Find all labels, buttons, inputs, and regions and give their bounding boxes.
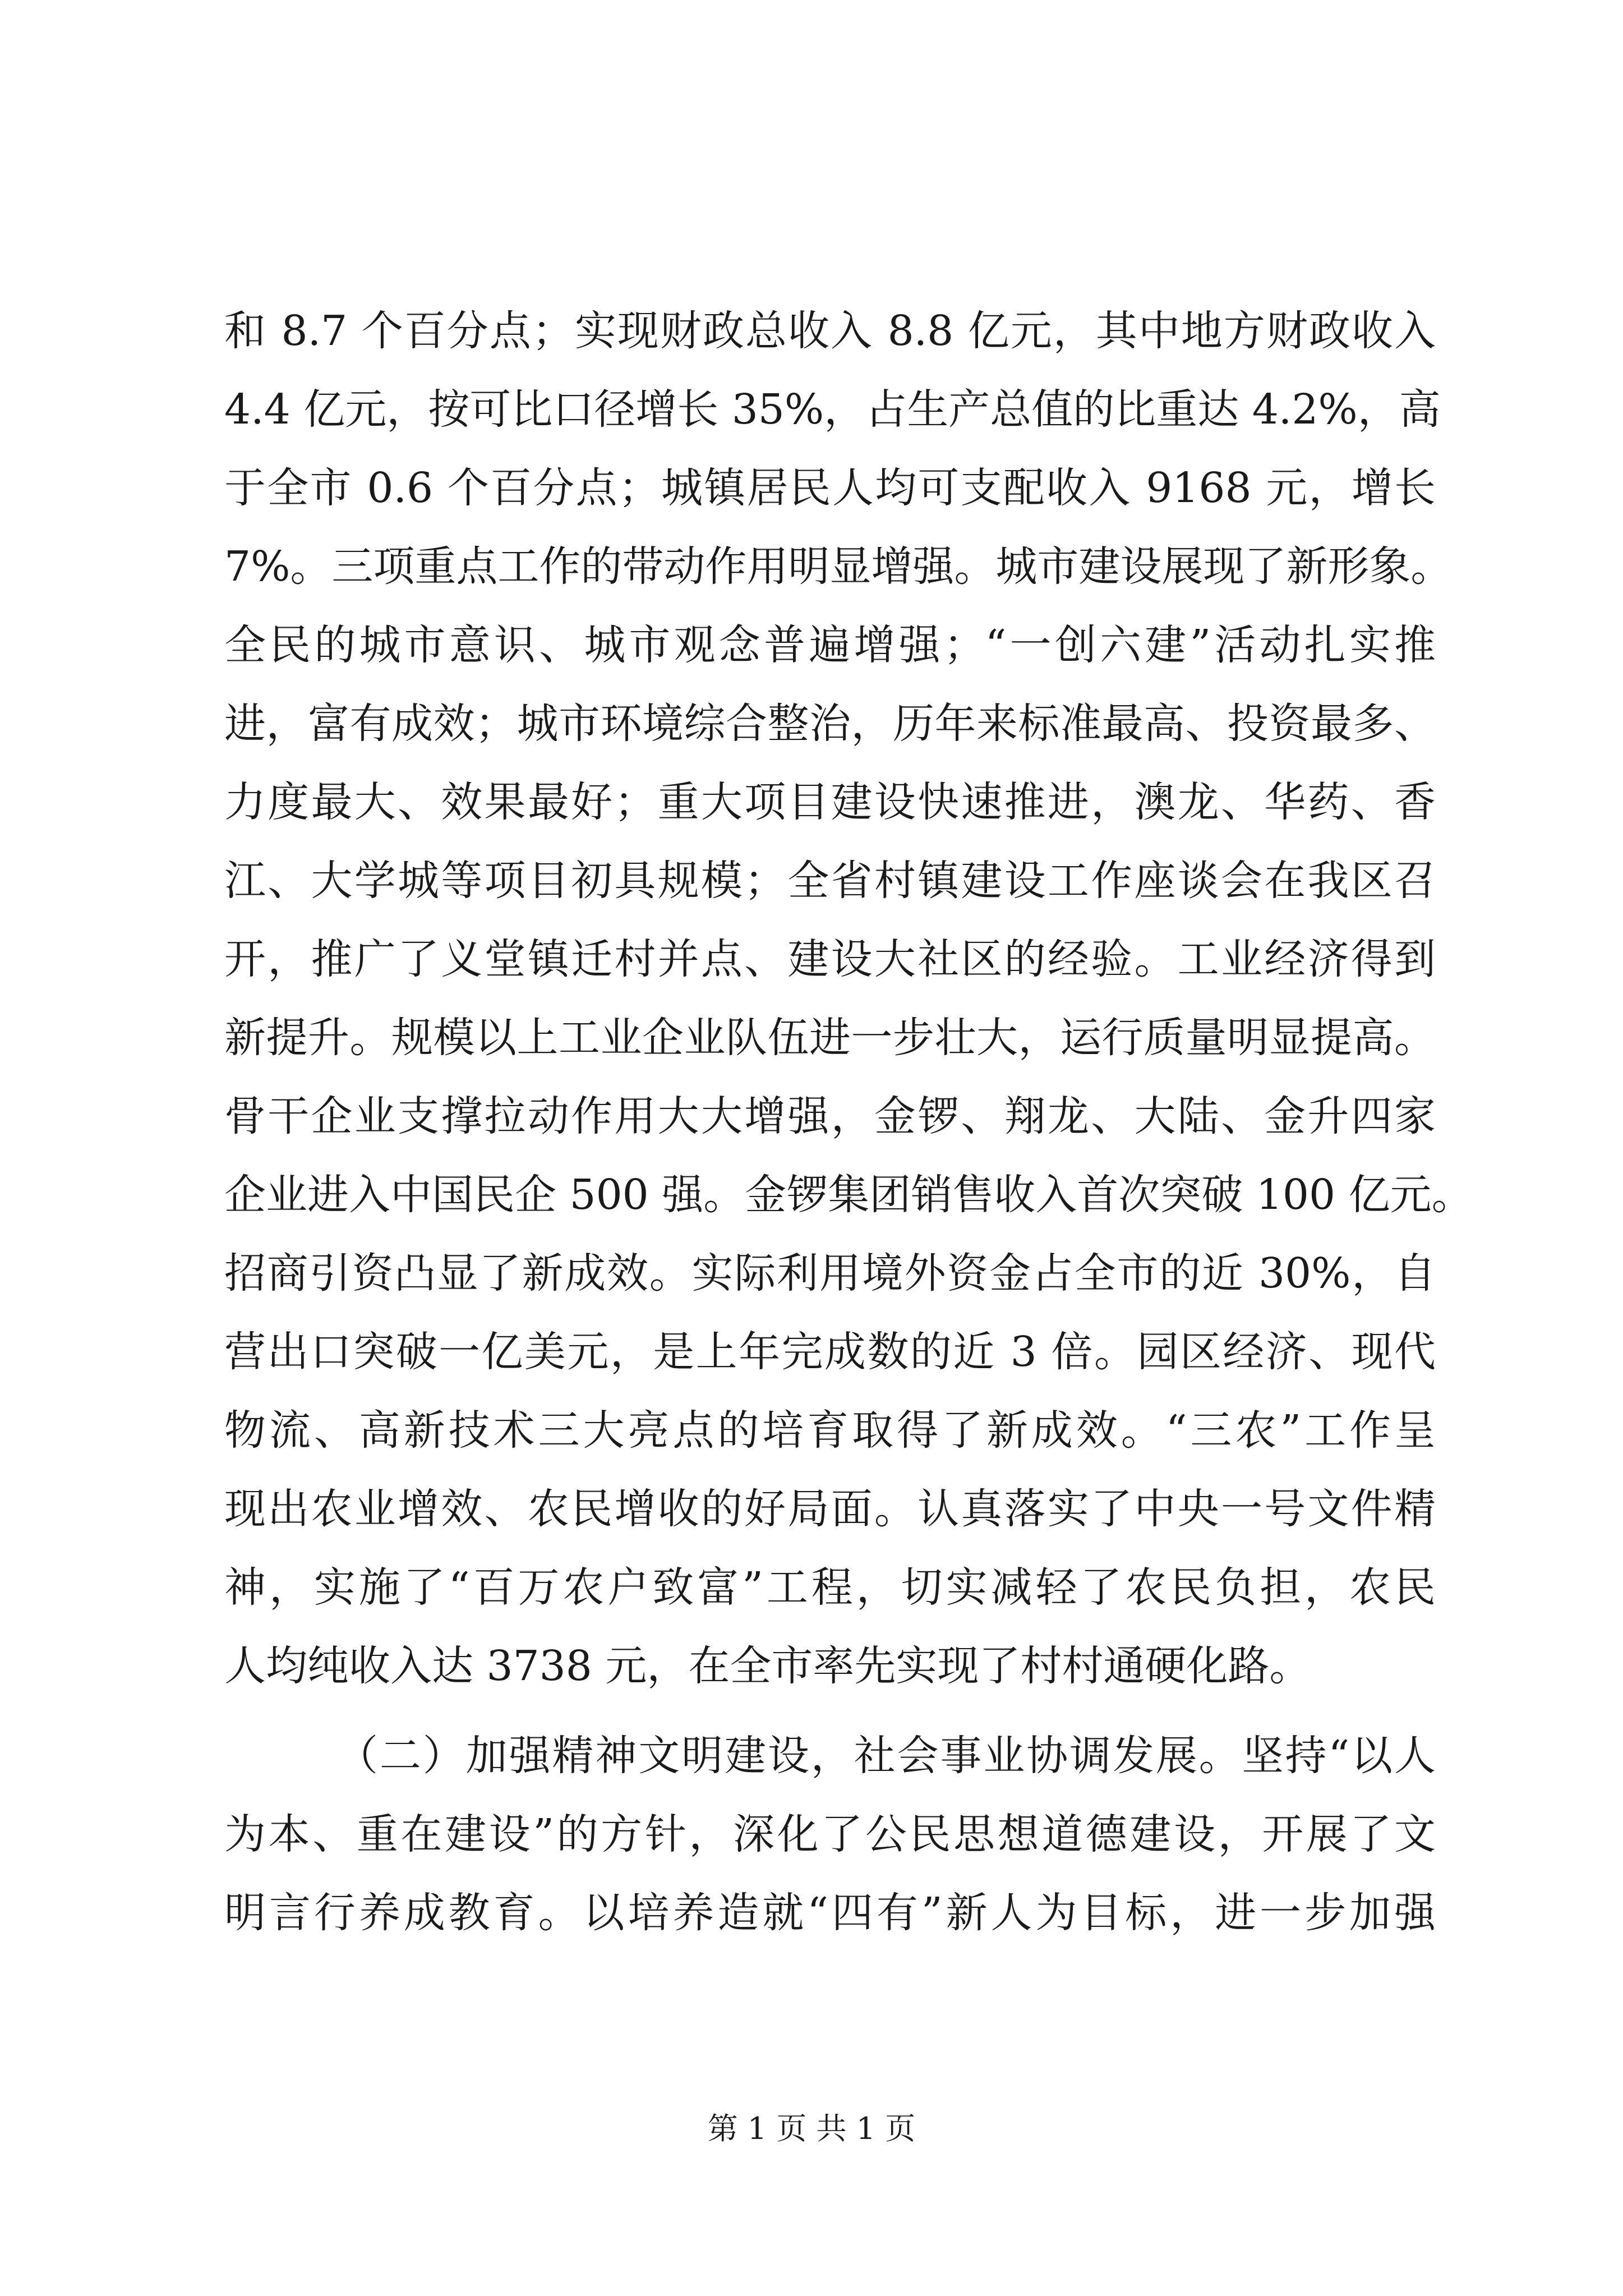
text-line: 全民的城市意识、城市观念普遍增强；“一创六建”活动扎实推 [224,621,1436,669]
text-line: 为本、重在建设”的方针，深化了公民思想道德建设，开展了文 [224,1810,1436,1858]
text-line: 力度最大、效果最好；重大项目建设快速推进，澳龙、华药、香 [224,778,1436,826]
page-footer: 第 1 页 共 1 页 [707,2111,916,2146]
paragraph-start-line: （二）加强精神文明建设，社会事业协调发展。坚持“以人 [336,1732,1436,1780]
text-line: 4.4 亿元，按可比口径增长 35%，占生产总值的比重达 4.2%，高 [224,385,1441,434]
text-line: 7%。三项重点工作的带动作用明显增强。城市建设展现了新形象。 [224,542,1453,591]
text-line: 现出农业增效、农民增收的好局面。认真落实了中央一号文件精 [224,1485,1436,1533]
text-line: 新提升。规模以上工业企业队伍进一步壮大，运行质量明显提高。 [224,1014,1436,1062]
text-line: 江、大学城等项目初具规模；全省村镇建设工作座谈会在我区召 [224,857,1436,905]
text-line: 开，推广了义堂镇迁村并点、建设大社区的经验。工业经济得到 [224,935,1436,983]
text-line: 进，富有成效；城市环境综合整治，历年来标准最高、投资最多、 [224,700,1436,748]
text-line: 于全市 0.6 个百分点；城镇居民人均可支配收入 9168 元，增长 [224,464,1436,512]
text-line: 企业进入中国民企 500 强。金锣集团销售收入首次突破 100 亿元。 [224,1171,1473,1219]
text-line: 营出口突破一亿美元，是上年完成数的近 3 倍。园区经济、现代 [224,1328,1436,1376]
text-line: 明言行养成教育。以培养造就“四有”新人为目标，进一步加强 [224,1889,1436,1937]
text-line: 招商引资凸显了新成效。实际利用境外资金占全市的近 30%，自 [224,1249,1436,1297]
text-line: 物流、高新技术三大亮点的培育取得了新成效。“三农”工作呈 [224,1406,1436,1455]
text-line: 和 8.7 个百分点；实现财政总收入 8.8 亿元，其中地方财政收入 [224,307,1436,355]
text-line: 骨干企业支撑拉动作用大大增强，金锣、翔龙、大陆、金升四家 [224,1092,1436,1140]
text-line: 神，实施了“百万农户致富”工程，切实减轻了农民负担，农民 [224,1563,1436,1612]
text-line: 人均纯收入达 3738 元，在全市率先实现了村村通硬化路。 [224,1642,1311,1690]
